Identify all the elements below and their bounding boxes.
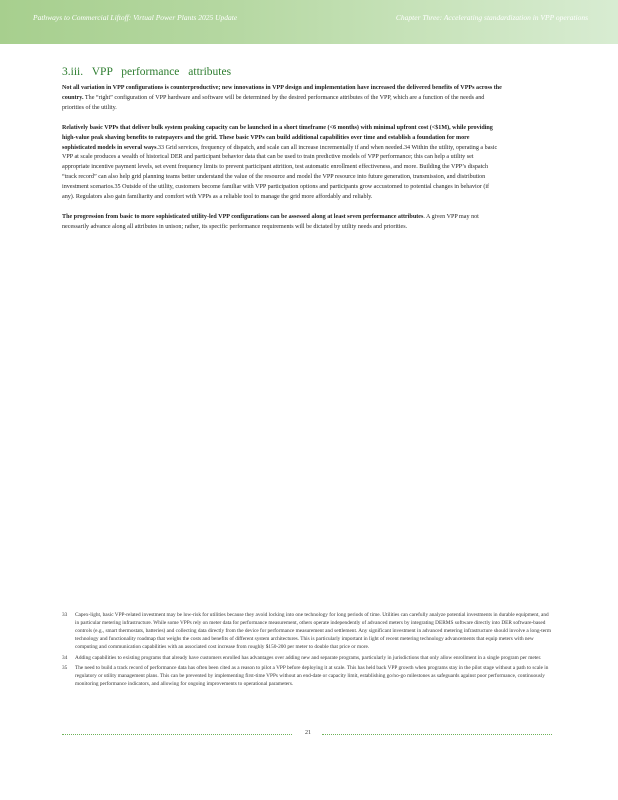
page-number: 21 — [305, 730, 311, 736]
paragraph-variation-lead: Not all variation in VPP configurations is counterproductive; new innovations in VPP design and implementation have increased the delivered benefits of VPPs across the country. — [62, 85, 502, 101]
main-body — [62, 84, 502, 243]
footnote-35 — [62, 665, 552, 689]
footnote-number: 33 — [62, 612, 68, 618]
footer-rule-right — [322, 734, 552, 735]
paragraph-variation-body: The “right” configuration of VPP hardware and software will be determined by the desired performance attributes of the VPP, which are a function of the needs and priorities of the utility. — [62, 94, 485, 111]
footnote-34 — [62, 655, 552, 663]
footnote-text: Adding capabilities to existing programs that already have customers enrolled has advantages over adding new and separate programs, particularly in jurisdictions that only allow enrollment in a single program per meter. — [75, 654, 542, 661]
header-document-title: Pathways to Commercial Liftoff: Virtual Power Plants 2025 Update — [33, 13, 238, 22]
footnote-text: The need to build a track record of performance data has often been cited as a reason to pilot a VPP before deploying it at scale. This has held back VPP growth when programs stay in the pilot stage without a path to scale in regulatory or utility management plans. This can be prevented by implementing first-time VPPs without an end-date or capacity limit, establishing go/no-go milestones as safeguards against poor performance, continuously monitoring performance indicators, and allowing for ongoing improvements to operational parameters. — [75, 665, 549, 688]
paragraph-basic-vpps-body: .33 Grid services, frequency of dispatch, and scale can all increase incrementally if and when needed.34 Within the utility, operating a basic VPP at scale produces a wealth of historical DER and participant behavior data that can be used to train predictive models of VPP performance; this can help a utility set appropriate incentive payment levels, set event frequency limits to prevent participant attrition, test automatic enrollment effectiveness, and more. Building the VPP’s dispatch “track record” can also help grid planning teams better understand the value of the resource and model the VPP resource into future generation, transmission, and distribution investment scenarios.35 Outside of the utility, customers become familiar with VPP participation options and participants grow accustomed to potential changes in behavior (if any). Regulators also gain familiarity and comfort with VPPs as a reliable tool to manage the grid more affordably and reliably. — [62, 144, 498, 201]
paragraph-progression — [62, 213, 502, 233]
footnote-number: 34 — [62, 654, 68, 661]
footnote-33 — [62, 612, 552, 652]
paragraph-basic-vpps — [62, 124, 502, 203]
header-band — [0, 0, 618, 44]
header-chapter-title: Chapter Three: Accelerating standardization in VPP operations — [395, 13, 588, 22]
paragraph-basic-vpps-lead: Relatively basic VPPs that deliver bulk system peaking capacity can be launched in a short timeframe (<6 months) with minimal upfront cost (<$1M), while providing high-value peak shaving benefits to ratepayers and the grid. These basic VPPs can build additional capabilities over time and establish a foundation for more sophisticated models in several ways — [62, 124, 493, 151]
footnote-number: 35 — [62, 665, 68, 672]
paragraph-variation — [62, 84, 502, 114]
footnotes — [62, 612, 552, 692]
section-title: 3.iii. VPP performance attributes — [62, 66, 232, 78]
footnote-text: Capex-light, basic VPP-related investment may be low-risk for utilities because they avoid locking into one technology for long periods of time. Utilities can carefully analyze potential investments in durable equipment, and in particular metering infrastructure. While some VPPs rely on meter data for performance measurement, others operate independently of advanced meters by integrating DERMS software directly into DER software-based controls (e.g., smart thermostats, batteries) and collecting data directly from the device for performance measurement and settlement. Any significant investment in advanced metering infrastructure should involve a long-term technology and functionality roadmap that weighs the costs and benefits of different system architectures. This is particularly important in light of recent metering technology advancements that equip meters with new computing and communication capabilities with an associated cost increase from roughly $150-200 per meter to double that price or more. — [75, 612, 551, 650]
footer-rule-left — [62, 734, 292, 735]
paragraph-progression-body: . A given VPP may not necessarily advance along all attributes in unison; rather, its specific performance requirements will be dictated by utility needs and priorities. — [62, 213, 479, 230]
paragraph-progression-lead: The progression from basic to more sophisticated utility-led VPP configurations can be assessed along at least seven performance attributes — [62, 213, 424, 220]
